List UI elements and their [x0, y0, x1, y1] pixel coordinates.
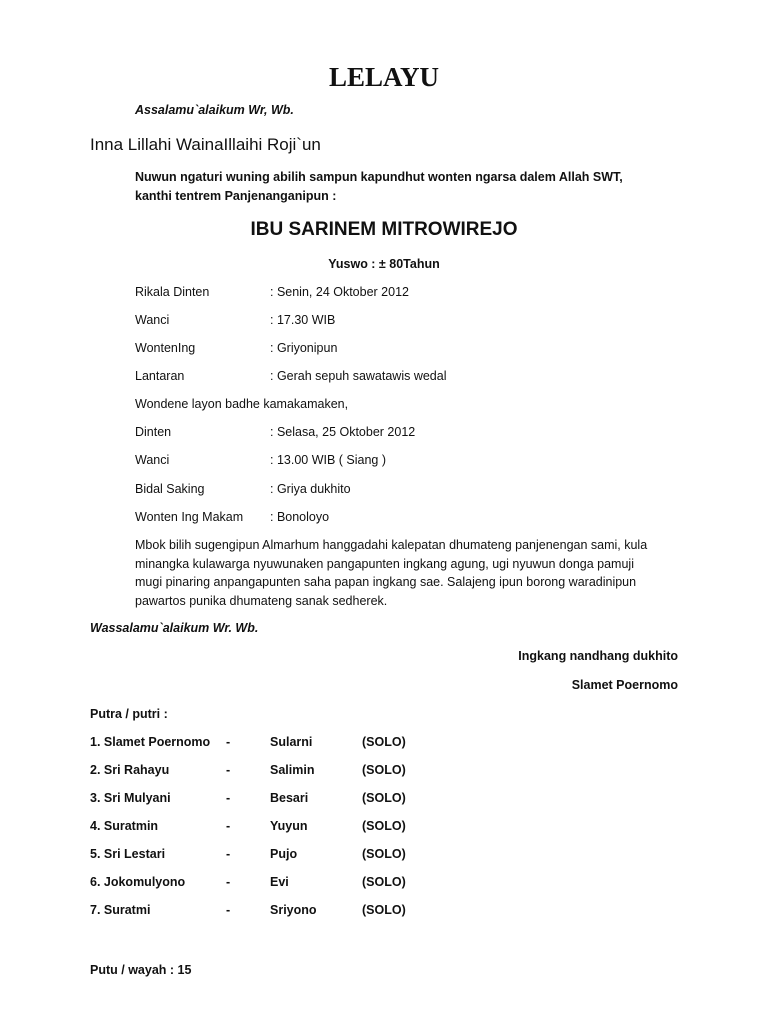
child-name: 7. Suratmi	[90, 903, 151, 917]
age: Yuswo : ± 80Tahun	[328, 257, 440, 271]
child-spouse: Sularni	[270, 735, 313, 749]
child-dash: -	[226, 819, 231, 833]
child-city: (SOLO)	[362, 791, 406, 805]
closing-paragraph: Mbok bilih sugengipun Almarhum hanggadahi kalepatan dhumateng panjenengan sami, kula minangka kulawarga nyuwunaken pangapunten ingkang agung, ugi nyuwun donga pamuji mugi pinaring anpangapunten saha papan ingkang sae. Salajeng ipun borong waradinipun pawartos punika dhumateng sanak sedherek.	[135, 538, 648, 608]
child-city: (SOLO)	[362, 847, 406, 861]
child-city: (SOLO)	[362, 763, 406, 777]
child-name: 5. Sri Lestari	[90, 847, 166, 861]
detail-value: : Griya dukhito	[270, 481, 351, 496]
detail-label: Wanci	[135, 453, 170, 468]
child-city: (SOLO)	[362, 903, 406, 917]
child-dash: -	[226, 763, 231, 777]
deceased-name: IBU SARINEM MITROWIREJO	[250, 219, 518, 240]
child-city: (SOLO)	[362, 735, 406, 749]
detail-label: Wanci	[135, 313, 170, 327]
detail-label: Dinten	[135, 425, 172, 439]
detail-label: Bidal Saking	[135, 481, 205, 496]
farewell: Wassalamu`alaikum Wr. Wb.	[90, 621, 259, 635]
detail-value: : Senin, 24 Oktober 2012	[270, 285, 409, 299]
intro-paragraph: Nuwun ngaturi wuning abilih sampun kapundhut wonten ngarsa dalem Allah SWT, kanthi tentrem Panjenanganipun :	[135, 170, 623, 203]
child-spouse: Sriyono	[270, 903, 317, 917]
detail-label: Lantaran	[135, 369, 185, 383]
child-city: (SOLO)	[362, 819, 406, 833]
child-city: (SOLO)	[362, 875, 406, 889]
detail-value: : Griyonipun	[270, 341, 338, 355]
invocation: Inna Lillahi WainaIllaihi Roji`un	[90, 135, 321, 154]
detail-value: : Selasa, 25 Oktober 2012	[270, 425, 416, 439]
greeting: Assalamu`alaikum Wr, Wb.	[135, 103, 294, 117]
detail-label: Rikala Dinten	[135, 285, 210, 299]
signature-label: Ingkang nandhang dukhito	[518, 649, 678, 663]
detail-label: Wonten Ing Makam	[135, 509, 244, 524]
child-dash: -	[226, 791, 231, 805]
document-title: LELAYU	[328, 62, 440, 92]
child-name: 2. Sri Rahayu	[90, 763, 170, 777]
detail-label: WontenIng	[135, 341, 196, 355]
child-dash: -	[226, 875, 231, 889]
detail-value: : Bonoloyo	[270, 509, 330, 524]
signature-name: Slamet Poernomo	[571, 678, 678, 692]
detail-value: : 17.30 WIB	[270, 313, 336, 327]
grandchildren-count: Putu / wayah : 15	[90, 963, 192, 977]
children-heading: Putra / putri :	[90, 707, 168, 721]
child-name: 6. Jokomulyono	[90, 875, 186, 889]
child-spouse: Yuyun	[270, 819, 308, 833]
child-dash: -	[226, 735, 231, 749]
detail-value: : 13.00 WIB ( Siang )	[270, 453, 387, 468]
child-name: 3. Sri Mulyani	[90, 791, 171, 805]
child-spouse: Salimin	[270, 763, 315, 777]
burial-intro: Wondene layon badhe kamakamaken,	[135, 397, 349, 411]
child-spouse: Evi	[270, 875, 289, 889]
child-dash: -	[226, 903, 231, 917]
child-spouse: Pujo	[270, 847, 298, 861]
child-name: 4. Suratmin	[90, 819, 159, 833]
child-spouse: Besari	[270, 791, 309, 805]
detail-value: : Gerah sepuh sawatawis wedal	[270, 369, 447, 383]
child-dash: -	[226, 847, 231, 861]
child-name: 1. Slamet Poernomo	[90, 735, 211, 749]
